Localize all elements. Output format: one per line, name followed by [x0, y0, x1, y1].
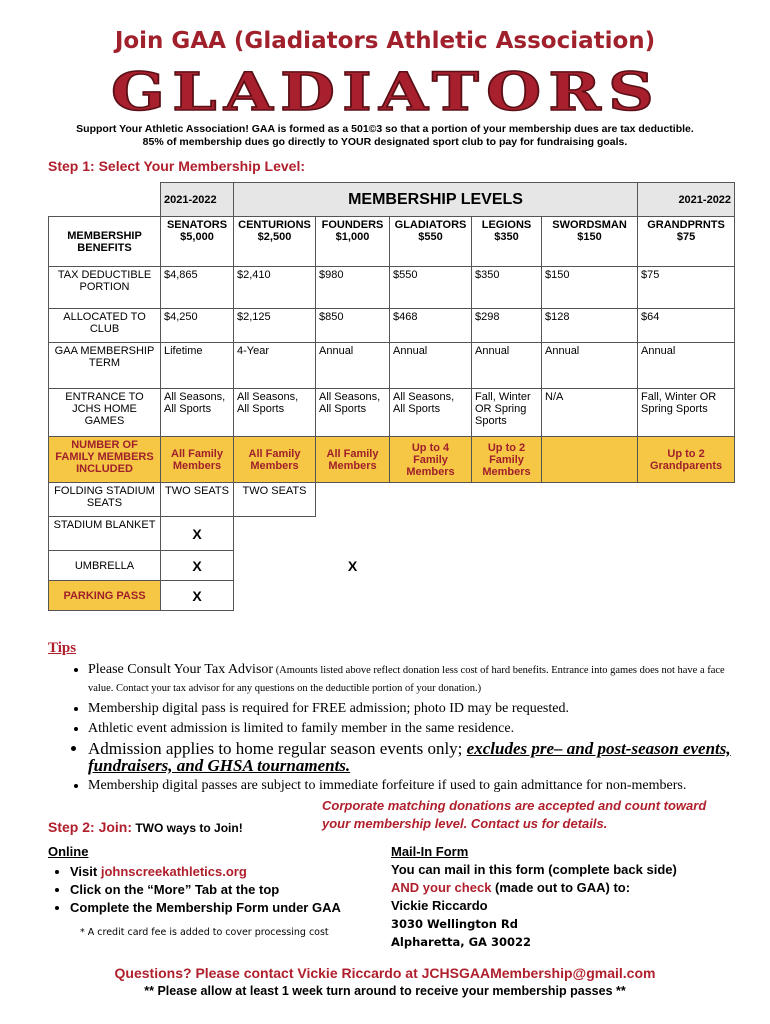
level-centurions: CENTURIONS $2,500	[234, 217, 316, 267]
level-founders: FOUNDERS $1,000	[316, 217, 390, 267]
level-senators: SENATORS $5,000	[161, 217, 234, 267]
page-title: Join GAA (Gladiators Athletic Association)	[114, 28, 656, 54]
table-heading: MEMBERSHIP LEVELS	[234, 183, 638, 217]
table-row: ALLOCATED TO CLUB $4,250 $2,125 $850 $468 $298 $128 $64	[49, 309, 735, 343]
list-item: • Visit johnscreekathletics.org	[70, 863, 388, 881]
umbrella-row: UMBRELLA X X	[49, 551, 735, 581]
corporate-matching-note: Corporate matching donations are accepted and count toward your membership level. Contact us for details.	[322, 798, 707, 831]
step1-heading: Step 1: Select Your Membership Level:	[48, 158, 306, 174]
table-row: TAX DEDUCTIBLE PORTION $4,865 $2,410 $980 $550 $350 $150 $75	[49, 267, 735, 309]
benefits-label: MEMBERSHIP BENEFITS	[49, 217, 161, 267]
list-item: • Admission applies to home regular season events only; excludes pre– and post-season events, fundraisers, and GHSA tournaments.	[88, 740, 748, 774]
mail-recipient: Vickie Riccardo	[391, 898, 488, 913]
questions-contact: Questions? Please contact Vickie Riccardo at JCHSGAAMembership@gmail.com	[114, 965, 656, 981]
list-item: • Click on the “More” Tab at the top	[70, 881, 388, 899]
membership-table	[48, 182, 735, 611]
mail-street: 3030 Wellington Rd	[391, 917, 519, 931]
list-item: • Please Consult Your Tax Advisor (Amounts listed above reflect donation less cost of hard benefits. Entrance into games does not have a face value. Contact your tax advisor for any questions on the deductible portion of your donation.)	[88, 661, 748, 697]
parking-mark: X	[161, 581, 234, 611]
umbrella-mark-founders: X	[347, 557, 358, 574]
list-item: • Athletic event admission is limited to family member in the same residence.	[88, 720, 748, 737]
tips-list	[60, 658, 748, 797]
step2-heading: Step 2: Join: TWO ways to Join!	[48, 819, 243, 835]
seats-row: FOLDING STADIUM SEATS TWO SEATS TWO SEATS	[49, 483, 735, 517]
list-item: • Membership digital passes are subject to immediate forfeiture if used to gain admittance for non-members.	[88, 777, 698, 794]
level-legions: LEGIONS $350	[472, 217, 542, 267]
mail-heading: Mail-In Form	[391, 844, 469, 859]
website-link[interactable]: johnscreekathletics.org	[100, 864, 247, 879]
support-text	[30, 123, 740, 149]
credit-card-fee-note: * A credit card fee is added to cover processing cost	[80, 927, 329, 938]
blanket-row: STADIUM BLANKET X	[49, 517, 735, 551]
turnaround-note: ** Please allow at least 1 week turn around to receive your membership passes **	[144, 984, 626, 998]
mail-in-section: Mail-In Form You can mail in this form (complete back side) AND your check (made out to GAA) to: Vickie Riccardo 3030 Wellington Rd Alpharetta, GA 30022	[391, 843, 751, 951]
logo-text: GLADIATORS	[111, 62, 661, 120]
tips-heading: Tips	[48, 640, 77, 656]
level-gladiators: GLADIATORS $550	[390, 217, 472, 267]
support-line-1: Support Your Athletic Association! GAA is formed as a 501©3 so that a portion of your membership dues are tax deductible.	[76, 123, 694, 135]
year-left: 2021-2022	[161, 183, 234, 217]
parking-row: PARKING PASS X	[49, 581, 735, 611]
umbrella-mark-senators: X	[161, 551, 234, 581]
gladiators-logo	[106, 62, 666, 120]
table-row: ENTRANCE TO JCHS HOME GAMES All Seasons, All Sports All Seasons, All Sports All Seasons, All Sports All Seasons, All Sports Fall, Winter OR Spring Sports N/A Fall, Winter OR Spring Sports	[49, 389, 735, 437]
year-right: 2021-2022	[638, 183, 735, 217]
list-item: • Complete the Membership Form under GAA	[70, 899, 388, 917]
list-item: • Membership digital pass is required for FREE admission; photo ID may be requested.	[88, 700, 748, 717]
family-row: NUMBER OF FAMILY MEMBERS INCLUDED All Family Members All Family Members All Family Members Up to 4 Family Members Up to 2 Family Members Up to 2 Grandparents	[49, 437, 735, 483]
mail-city: Alpharetta, GA 30022	[391, 935, 531, 949]
blanket-mark: X	[161, 517, 234, 551]
online-heading: Online	[48, 844, 89, 859]
level-grandparents: GRANDPRNTS $75	[638, 217, 735, 267]
online-section	[48, 843, 388, 917]
table-row: GAA MEMBERSHIP TERM Lifetime 4-Year Annual Annual Annual Annual Annual	[49, 343, 735, 389]
support-line-2: 85% of membership dues go directly to YOUR designated sport club to pay for fundraising goals.	[142, 136, 628, 148]
level-swordsman: SWORDSMAN $150	[542, 217, 638, 267]
